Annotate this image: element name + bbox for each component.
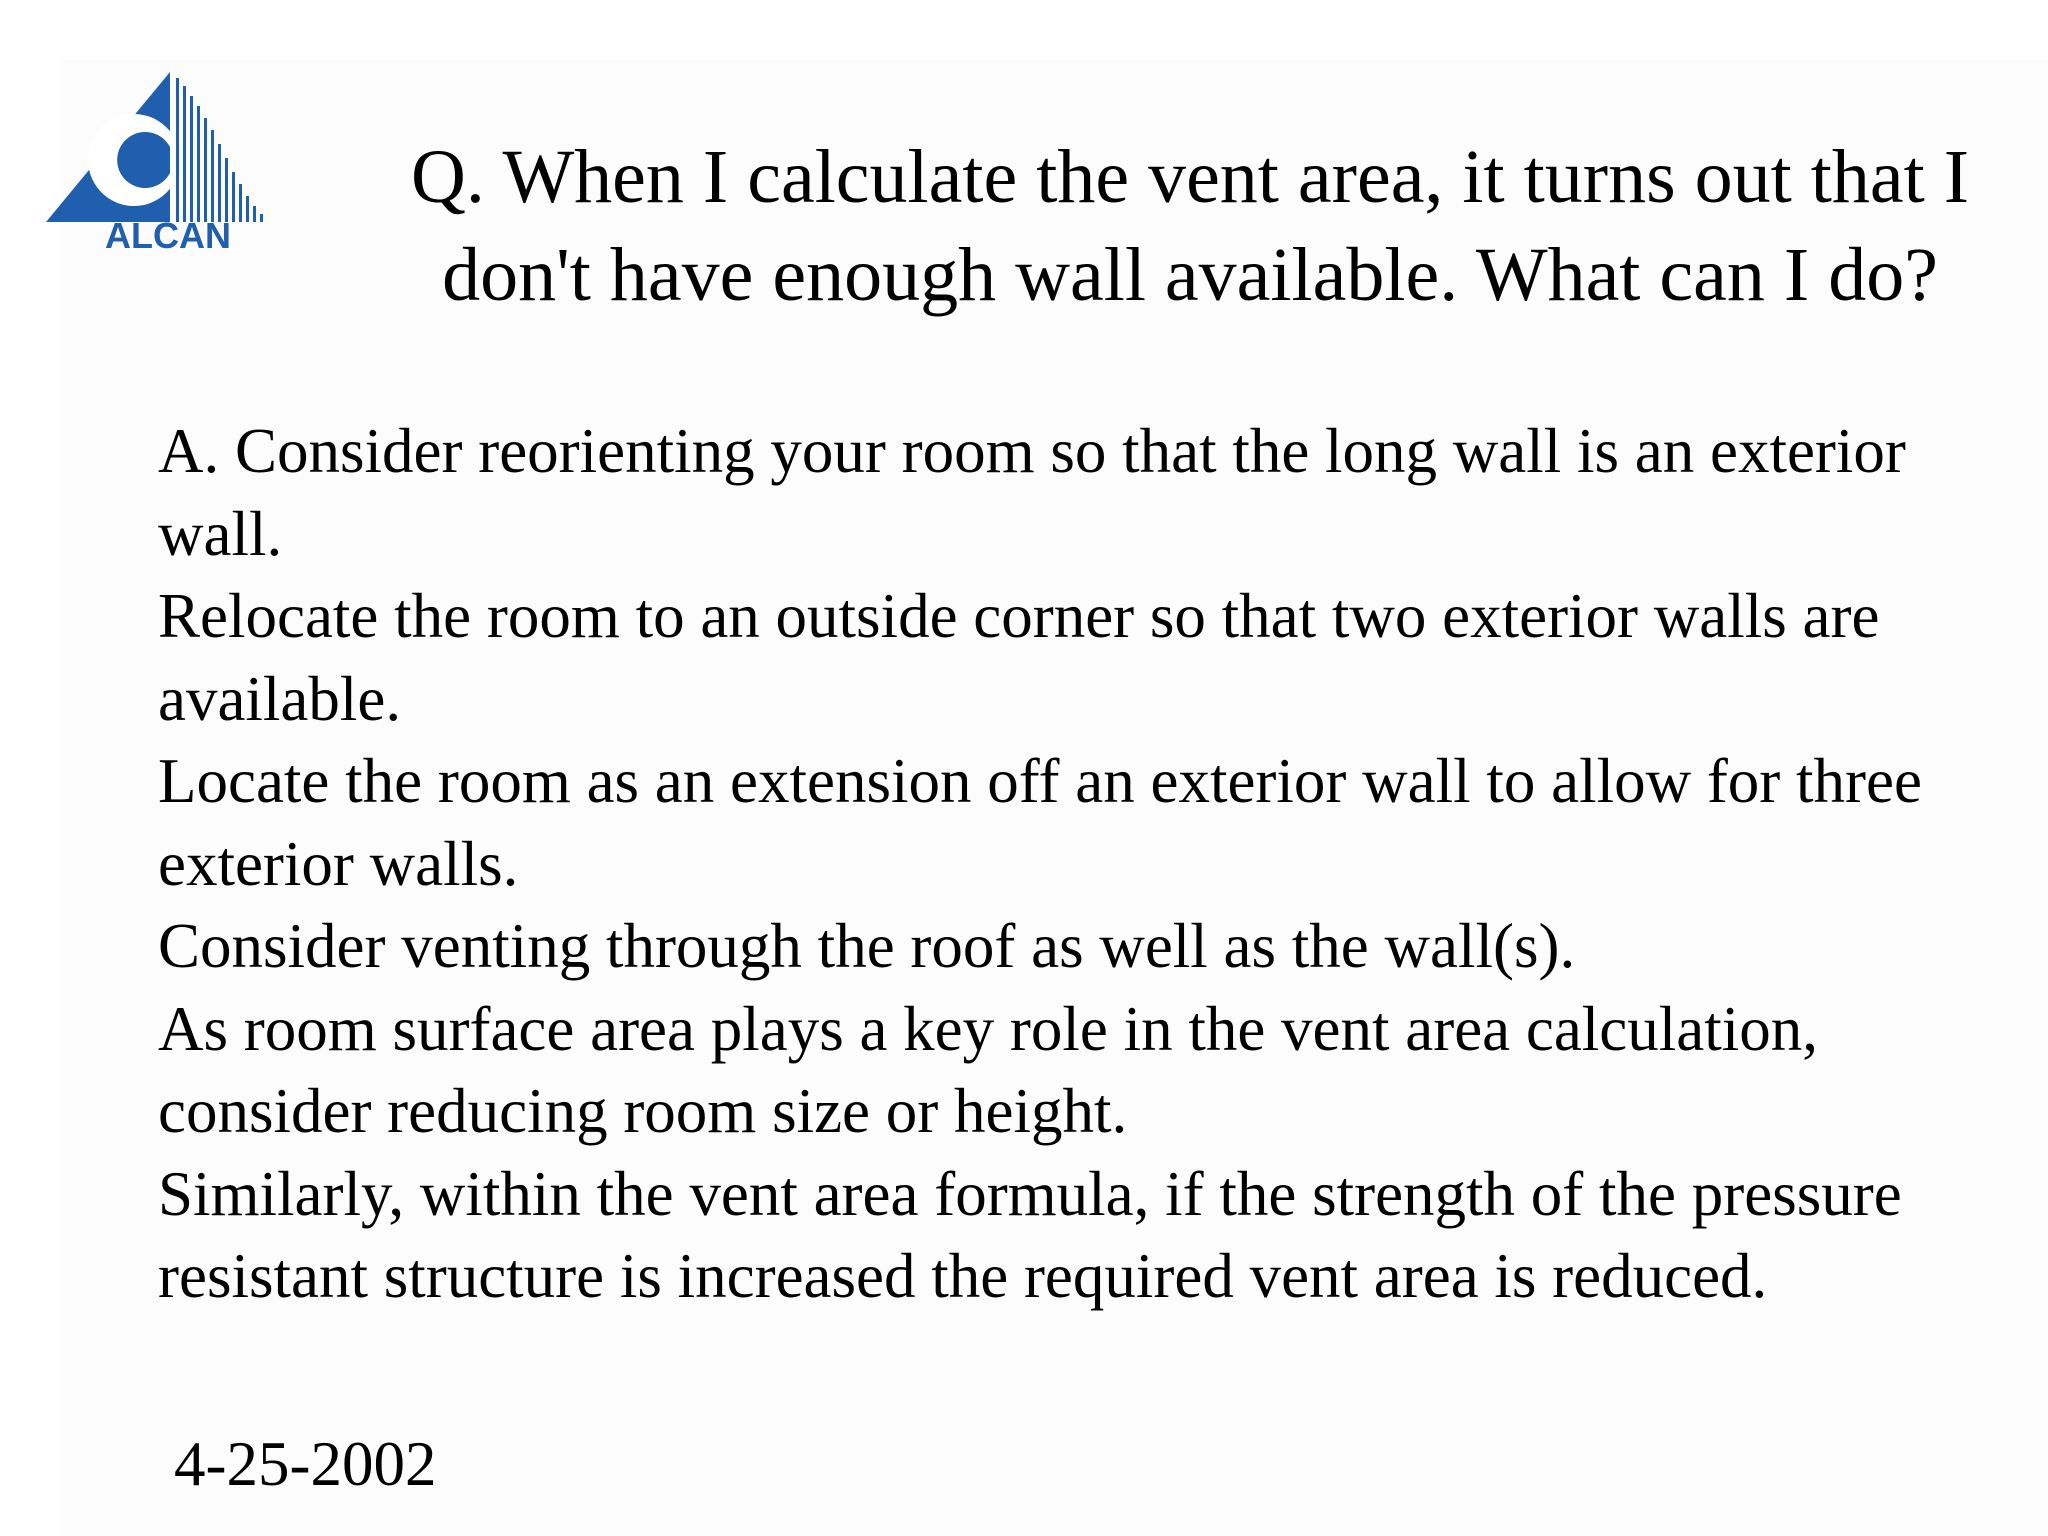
answer-paragraph: Locate the room as an extension off an exterior wall to allow for three exterior walls.	[158, 746, 1922, 899]
question-line-2: don't have enough wall available. What can I do?	[442, 233, 1938, 317]
answer-body	[158, 410, 2008, 1318]
alcan-logo-icon	[46, 64, 296, 254]
slide-date: 4-25-2002	[174, 1429, 437, 1499]
question-line-1: Q. When I calculate the vent area, it turns out that I	[410, 135, 1970, 219]
answer-paragraph: Relocate the room to an outside corner so that two exterior walls are available.	[158, 581, 1880, 734]
question-heading	[340, 128, 2040, 324]
answer-paragraph: Similarly, within the vent area formula, if the strength of the pressure resistant structure is increased the required vent area is reduced.	[158, 1158, 1902, 1311]
alcan-logo	[46, 64, 296, 254]
answer-paragraph: Consider venting through the roof as well as the wall(s).	[158, 911, 1576, 981]
logo-wordmark: ALCAN	[105, 215, 231, 254]
answer-paragraph: As room surface area plays a key role in the vent area calculation, consider reducing room size or height.	[158, 993, 1818, 1146]
answer-paragraph: A. Consider reorienting your room so that the long wall is an exterior wall.	[158, 416, 1906, 569]
